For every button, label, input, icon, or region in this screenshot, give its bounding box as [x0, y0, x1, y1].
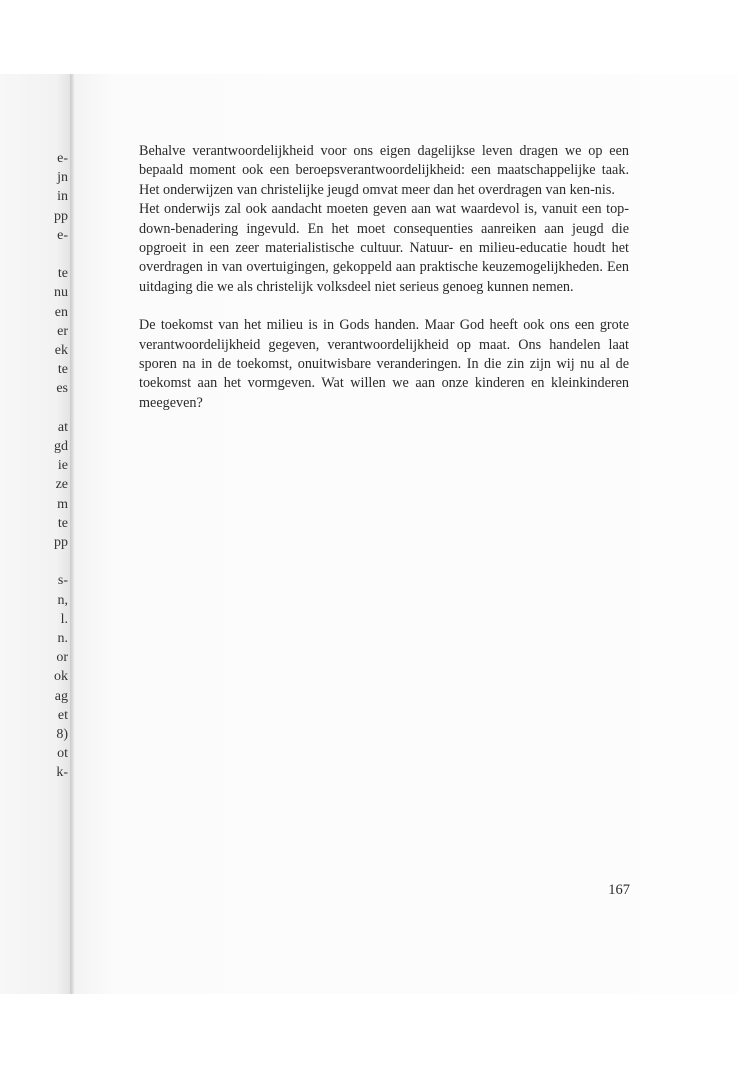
facing-text-fragment: jn — [57, 170, 68, 186]
facing-text-fragment: pp — [54, 208, 68, 224]
facing-text-fragment: n, — [57, 592, 68, 608]
facing-text-fragment: ie — [57, 458, 68, 474]
facing-text-fragment: k- — [56, 765, 68, 781]
facing-text-fragment: ze — [55, 477, 68, 493]
facing-text-fragment: ek — [54, 343, 68, 358]
facing-text-fragment: te — [57, 362, 68, 378]
facing-text-fragment: e- — [57, 227, 68, 243]
facing-text-fragment: en — [54, 304, 68, 320]
facing-text-fragment: te — [57, 266, 68, 282]
body-text — [139, 142, 629, 413]
facing-text-fragment: s- — [57, 573, 68, 589]
facing-text-fragment: l. — [60, 611, 68, 627]
facing-text-fragment: er — [57, 323, 68, 339]
facing-text-fragment: te — [57, 515, 68, 531]
facing-text-fragment: et — [57, 707, 68, 723]
facing-text-fragment: n. — [57, 631, 68, 646]
paragraph-1: Behalve verantwoordelijkheid voor ons eigen dagelijkse leven dragen we op een bepaald moment ook een beroepsverantwoordelijkheid: een maatschappelijke taak. Het onderwijzen van christelijke jeugd omvat meer dan het overdragen van ken-nis. — [139, 143, 629, 198]
paragraph-2: Het onderwijs zal ook aandacht moeten geven aan wat waardevol is, vanuit een top-down-benadering ingevuld. En het moet consequenties aanreiken aan jeugd die opgroeit in een zeer materialistische cultuur. Natuur- en milieu-educatie houdt het overdragen in van overtuigingen, gekoppeld aan praktische keuzemogelijkheden. Een uitdaging die we als christelijk volksdeel niet serieus genoeg kunnen nemen. — [139, 201, 629, 295]
facing-text-fragment: gd — [54, 439, 68, 454]
facing-text-fragment: m — [57, 496, 68, 512]
facing-text-fragment: at — [57, 419, 68, 435]
facing-text-fragment: pp — [54, 535, 68, 550]
facing-text-fragment: 8) — [56, 727, 68, 742]
facing-text-fragment: or — [56, 650, 68, 666]
facing-text-fragment: in — [57, 189, 68, 205]
facing-text-fragment: es — [56, 381, 68, 397]
facing-text-fragment: ag — [54, 688, 68, 704]
facing-text-fragment: nu — [54, 285, 68, 301]
facing-text-fragment: ok — [54, 669, 68, 685]
paragraph-3: De toekomst van het milieu is in Gods handen. Maar God heeft ook ons een grote verantwoordelijkheid gegeven, verantwoordelijkheid op maat. Ons handelen laat sporen na in de toekomst, onuitwisbare veranderingen. In die zin zijn wij nu al de toekomst aan het vormgeven. Wat willen we aan onze kinderen en kleinkinderen meegeven? — [139, 317, 629, 411]
page-number: 167 — [608, 882, 630, 898]
facing-text-fragment: ot — [57, 746, 68, 762]
facing-text-fragment: e- — [57, 151, 68, 166]
